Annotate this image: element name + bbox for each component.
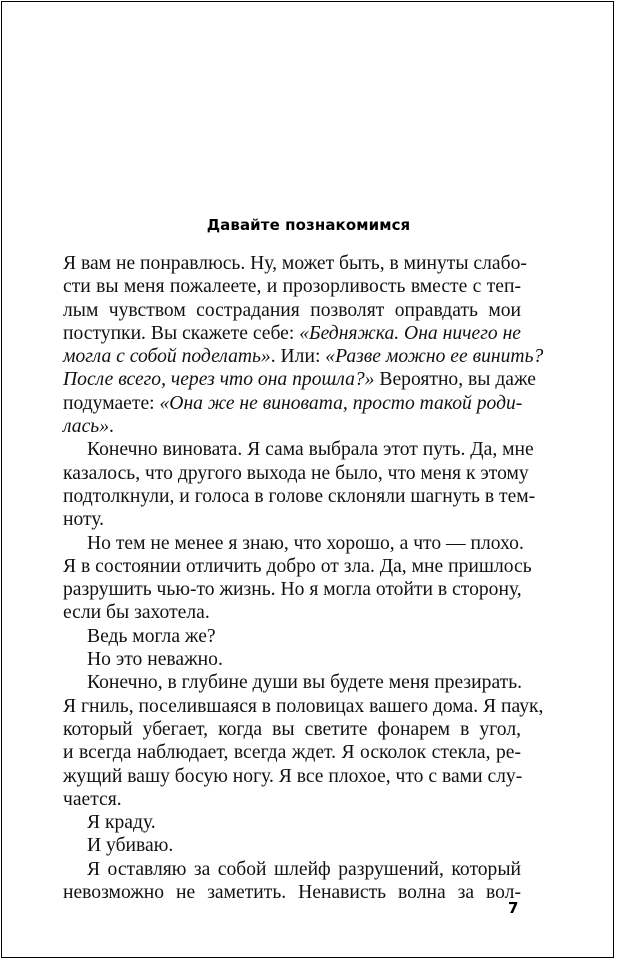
text-line xyxy=(63,834,521,857)
italic-quote: «Разве можно ее винить? xyxy=(325,346,544,368)
text-line xyxy=(63,438,534,461)
text-line xyxy=(63,345,544,368)
text-segment: Конечно, в глубине души вы будете меня презирать. xyxy=(87,672,523,694)
text-line xyxy=(63,275,521,298)
italic-quote: «Бедняжка. Она ничего не xyxy=(299,322,521,344)
body-text xyxy=(63,252,544,904)
text-line xyxy=(63,858,521,881)
text-segment: подтолкнули, и голоса в голове склоняли шагнуть в тем- xyxy=(63,485,536,507)
text-segment: и всегда наблюдает, всегда ждет. Я осколок стекла, ре- xyxy=(63,742,521,764)
text-line xyxy=(63,788,521,811)
italic-quote: После всего, через что она прошла?» xyxy=(63,369,375,391)
paragraph xyxy=(63,625,521,648)
text-line xyxy=(63,415,521,438)
text-line xyxy=(63,508,521,531)
text-segment: Я в состоянии отличить добро от зла. Да, мне пришлось xyxy=(63,555,532,577)
paragraph xyxy=(63,834,521,857)
text-line xyxy=(63,532,524,555)
text-line xyxy=(63,462,529,485)
text-line xyxy=(63,601,521,624)
text-line xyxy=(63,625,521,648)
text-segment: . Или: xyxy=(270,346,326,368)
text-segment: жущий вашу босую ногу. Я все плохое, что с вами слу- xyxy=(63,765,523,787)
paragraph xyxy=(63,532,532,625)
text-line xyxy=(63,392,521,415)
paragraph xyxy=(63,438,536,531)
text-line xyxy=(63,578,521,601)
text-segment: ноту. xyxy=(63,509,105,531)
page-number: 7 xyxy=(508,899,519,917)
text-line xyxy=(63,671,521,694)
text-line xyxy=(63,368,536,391)
text-segment: Я краду. xyxy=(87,812,156,834)
text-line xyxy=(63,811,521,834)
text-segment: подумаете: xyxy=(63,392,160,414)
text-line xyxy=(63,485,536,508)
text-segment: . xyxy=(109,416,114,438)
italic-quote: могла с собой поделать» xyxy=(63,346,271,368)
text-segment: который убегает, когда вы светите фонарем в угол, xyxy=(63,718,521,740)
text-segment: разрушить чью-то жизнь. Но я могла отойти в сторону, xyxy=(63,579,522,601)
paragraph xyxy=(63,811,521,834)
text-segment: Ведь могла же? xyxy=(87,625,216,647)
text-line xyxy=(63,695,544,718)
text-line xyxy=(63,741,521,764)
paragraph xyxy=(63,648,521,671)
italic-quote: лась» xyxy=(63,416,109,438)
text-line xyxy=(63,648,521,671)
text-line xyxy=(63,555,532,578)
text-line xyxy=(63,322,521,345)
text-line xyxy=(63,718,521,741)
text-segment: поступки. Вы скажете себе: xyxy=(63,322,300,344)
text-line xyxy=(63,765,521,788)
text-segment: И убиваю. xyxy=(87,835,174,857)
text-segment: Я оставляю за собой шлейф разрушений, который xyxy=(87,858,521,880)
italic-quote: «Она же не виновата, просто такой роди- xyxy=(159,392,523,414)
paragraph xyxy=(63,858,521,905)
text-line xyxy=(63,252,527,275)
text-segment: сти вы меня пожалеете, и прозорливость вместе с теп- xyxy=(63,276,521,298)
text-segment: Я вам не понравлюсь. Ну, может быть, в минуты слабо- xyxy=(63,253,527,274)
text-segment: Но это неважно. xyxy=(87,649,223,671)
text-segment: Вероятно, вы даже xyxy=(374,369,536,391)
text-segment: лым чувством сострадания позволят оправдать мои xyxy=(63,299,521,321)
text-segment: невозможно не заметить. Ненависть волна за вол- xyxy=(63,882,521,904)
paragraph xyxy=(63,252,544,438)
text-segment: чается. xyxy=(63,788,122,810)
text-segment: казалось, что другого выхода не было, что меня к этому xyxy=(63,462,529,484)
text-line xyxy=(63,881,521,904)
text-segment: Конечно виновата. Я сама выбрала этот путь. Да, мне xyxy=(87,439,534,461)
chapter-heading: Давайте познакомимся xyxy=(206,216,411,234)
text-segment: Я гниль, поселившаяся в половицах вашего дома. Я паук, xyxy=(63,695,544,717)
text-line xyxy=(63,299,521,322)
text-segment: Но тем не менее я знаю, что хорошо, а что — плохо. xyxy=(87,532,524,554)
paragraph xyxy=(63,671,544,811)
text-segment: если бы захотела. xyxy=(63,602,210,624)
